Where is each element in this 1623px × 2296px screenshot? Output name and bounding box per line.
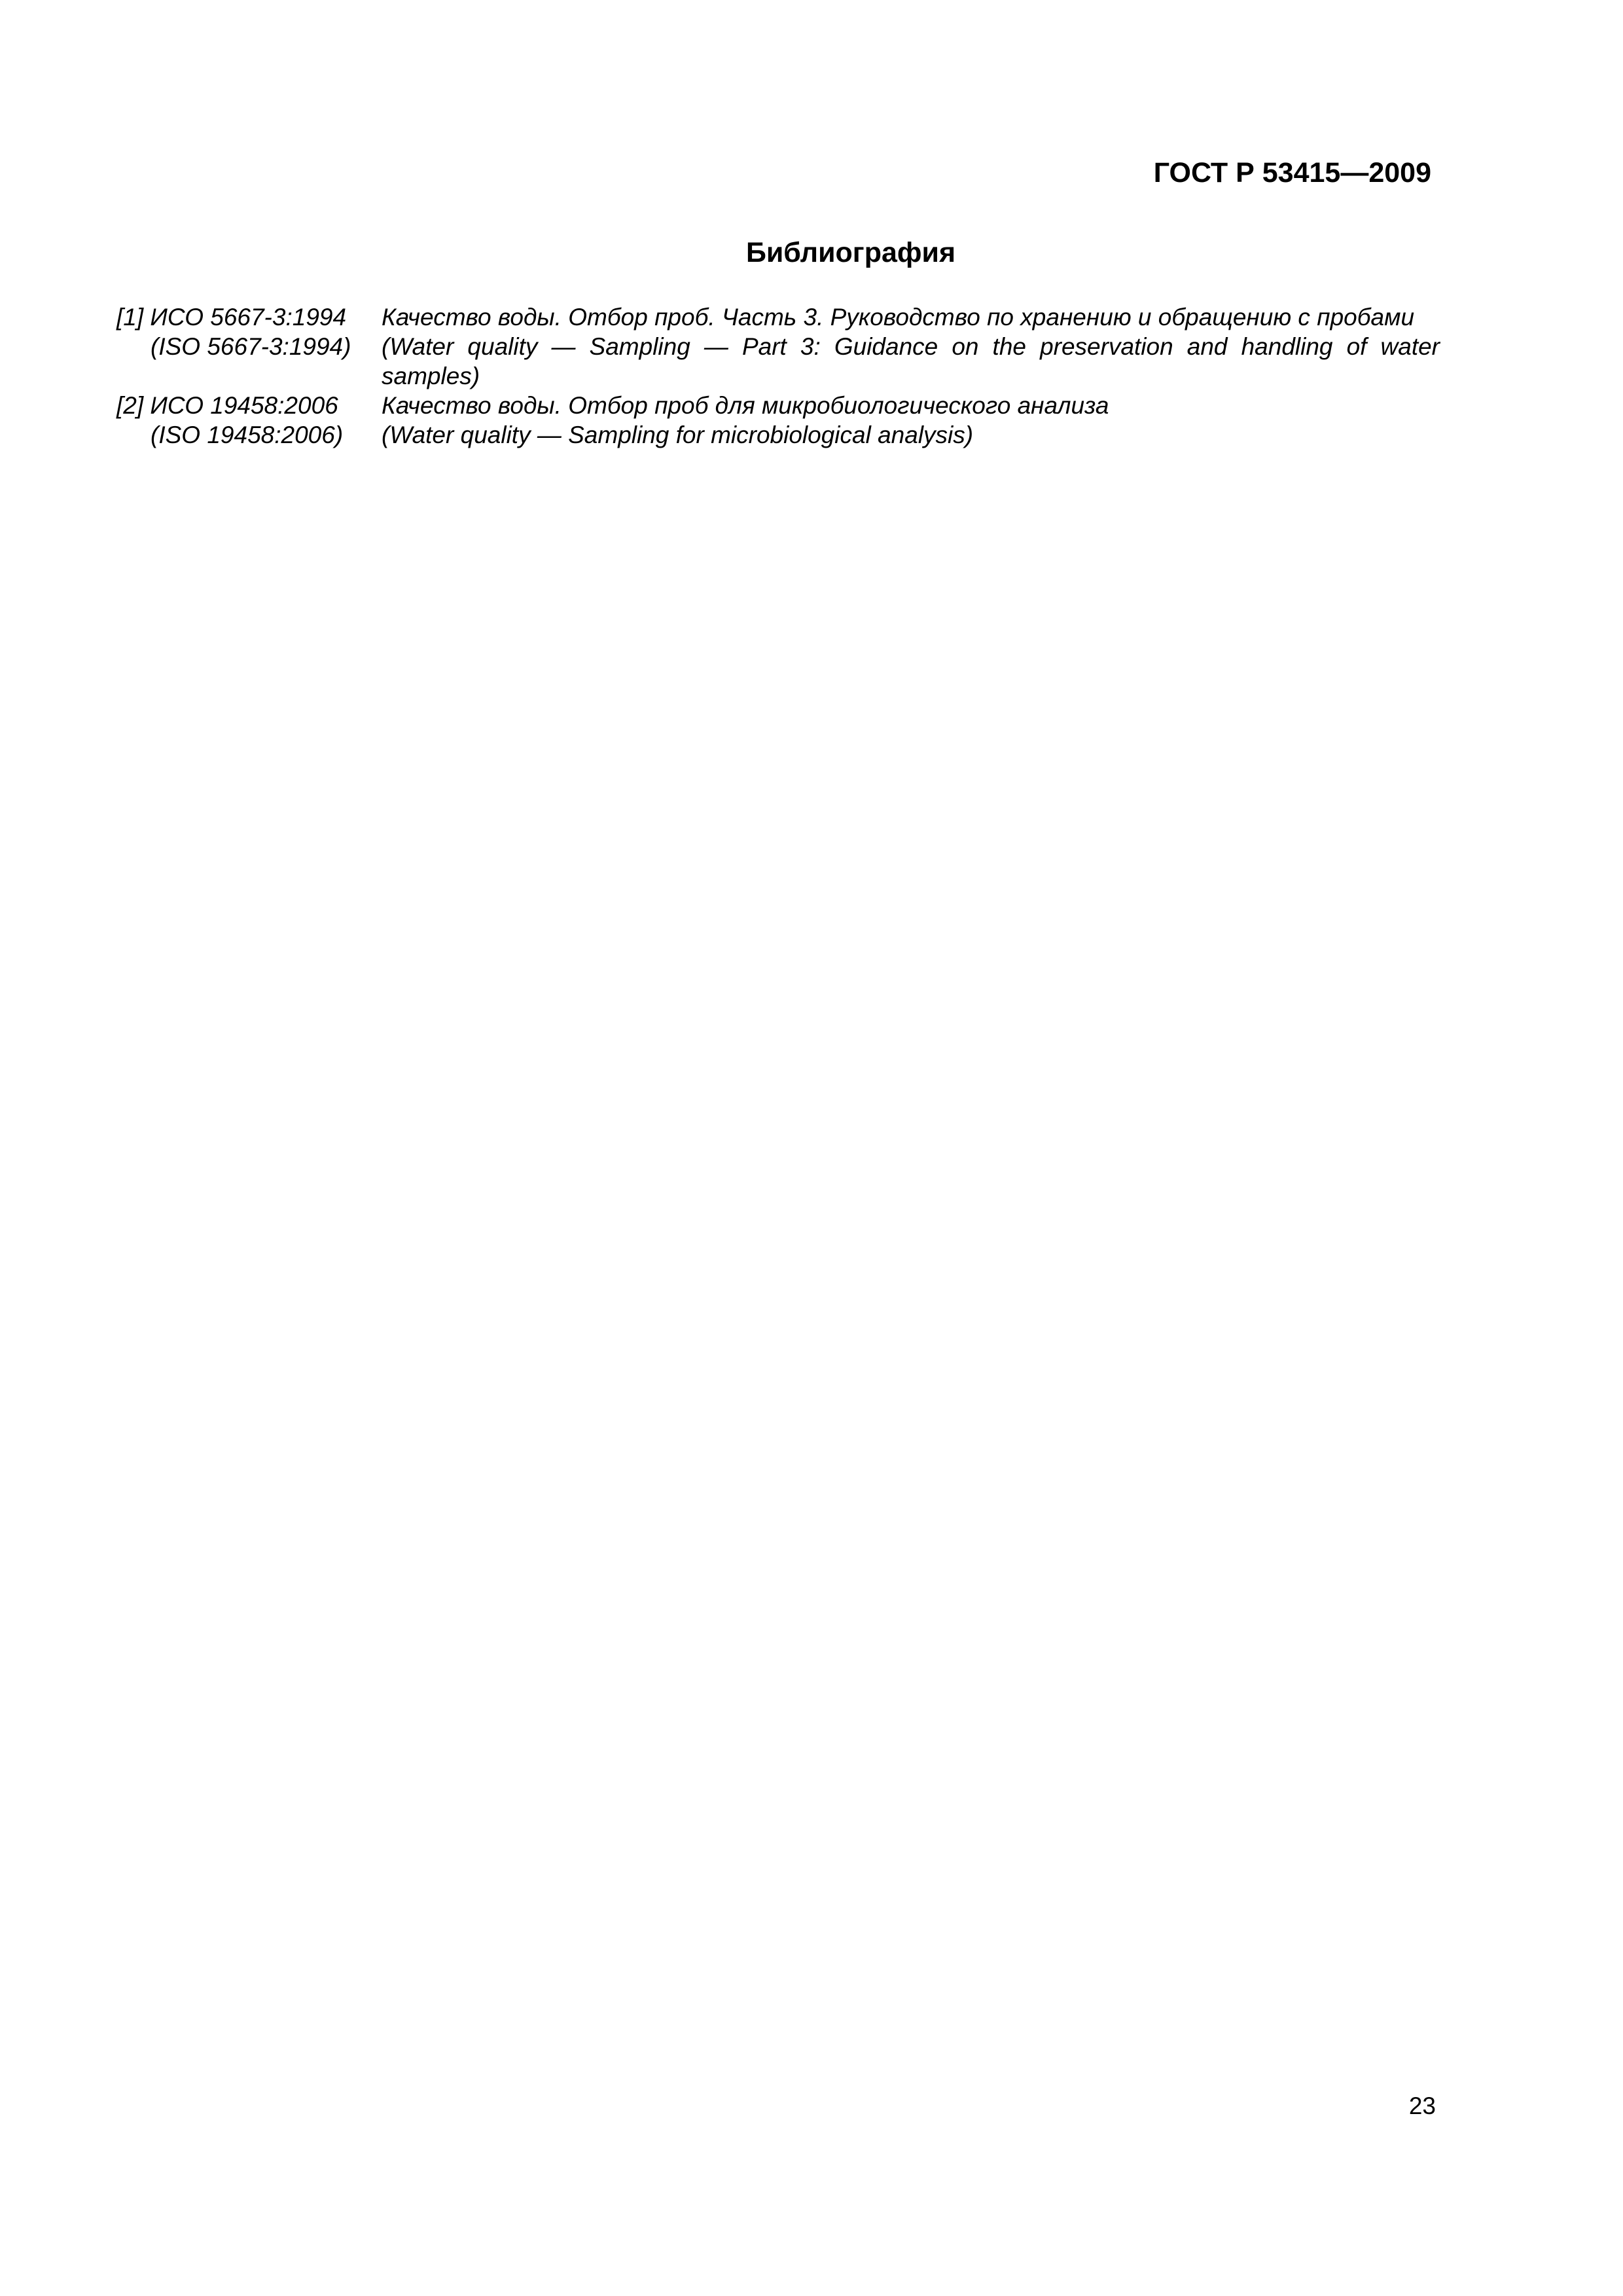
bibliography-list <box>116 302 1440 450</box>
reference-ru: [2] ИСО 19458:2006 <box>116 392 338 419</box>
reference-ru: [1] ИСО 5667-3:1994 <box>116 304 347 331</box>
bibliography-row-ru <box>116 391 1440 420</box>
bibliography-row-ru <box>116 302 1440 332</box>
page-number: 23 <box>1408 2092 1436 2119</box>
reference-en: (ISO 19458:2006) <box>151 422 344 448</box>
reference-en: (ISO 5667-3:1994) <box>151 333 351 360</box>
bibliography-entry-2 <box>116 391 1440 450</box>
bibliography-row-en <box>116 420 1440 450</box>
bibliography-row-en <box>116 332 1440 391</box>
title-en: (Water quality — Sampling — Part 3: Guidance on the preservation and handling of water samples) <box>382 333 1440 389</box>
bibliography-entry-1 <box>116 302 1440 391</box>
title-en: (Water quality — Sampling for microbiological analysis) <box>382 422 974 448</box>
title-ru: Качество воды. Отбор проб. Часть 3. Руководство по хранению и обращению с пробами <box>382 304 1415 331</box>
bibliography-title: Библиография <box>745 237 956 268</box>
title-ru: Качество воды. Отбор проб для микробиологического анализа <box>382 392 1109 419</box>
standard-code: ГОСТ Р 53415—2009 <box>1153 157 1431 188</box>
